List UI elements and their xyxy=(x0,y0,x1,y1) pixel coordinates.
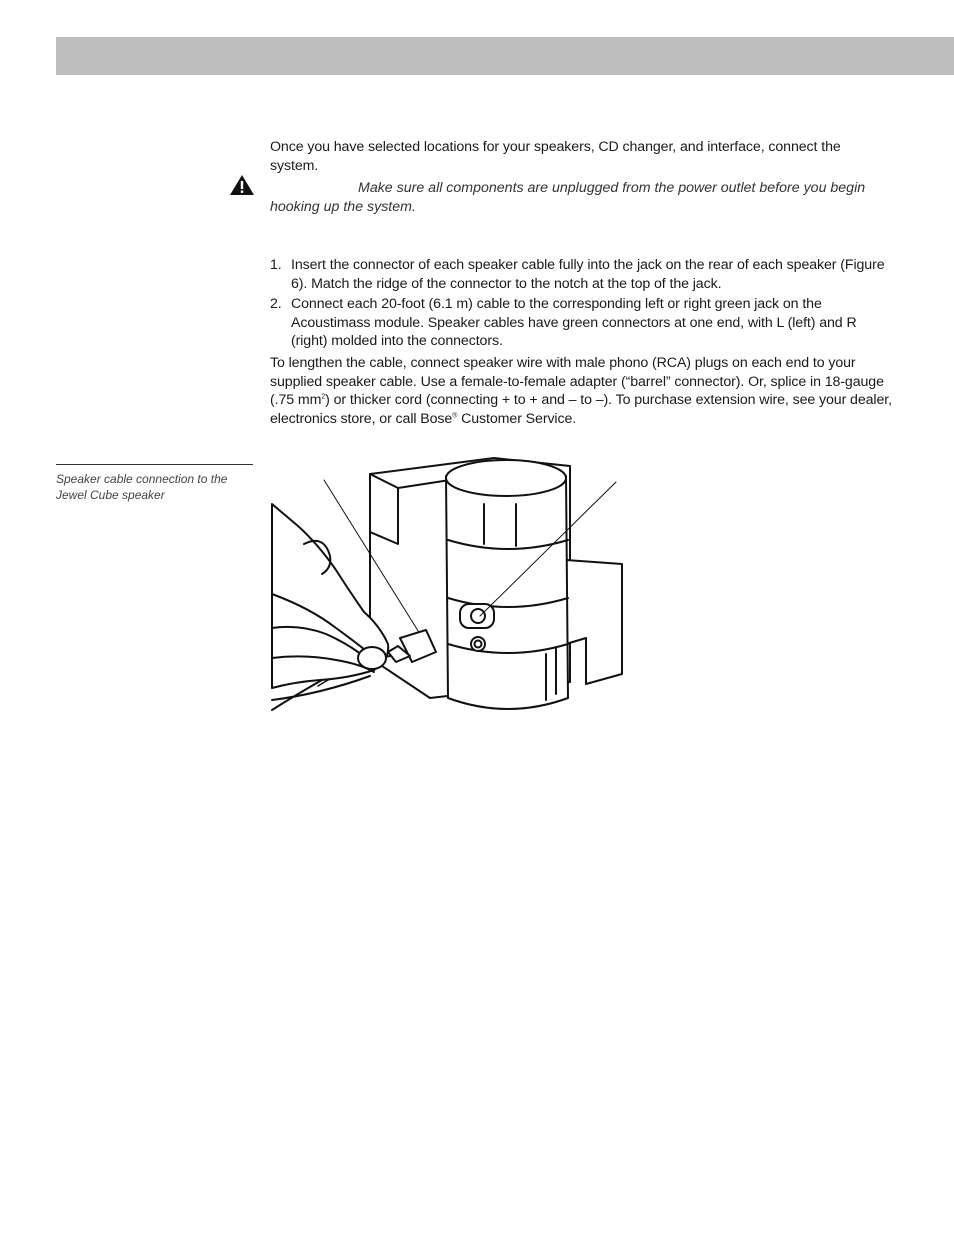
squared-superscript: 2 xyxy=(321,393,326,401)
warning-triangle-icon xyxy=(229,174,255,196)
lengthen-text-2: ) or thicker cord (connecting + to + and – to –). To purchase extension wire, see your dealer, electronics store, or call Bose xyxy=(270,392,892,427)
lengthen-text-3: Customer Service. xyxy=(457,410,577,427)
lengthen-paragraph xyxy=(270,354,892,428)
step-number: 2. xyxy=(270,296,282,312)
list-item xyxy=(270,256,892,293)
step-number: 1. xyxy=(270,257,282,273)
step-text: Connect each 20-foot (6.1 m) cable to the corresponding left or right green jack on the Acoustimass module. Speaker cables have green connectors at one end, with L (left) and R (right) molded into the connectors. xyxy=(291,296,857,349)
speaker-connection-illustration xyxy=(270,448,630,716)
list-item xyxy=(270,295,892,351)
speaker-jack xyxy=(471,609,485,623)
warning-text xyxy=(270,179,870,217)
warning-message: Make sure all components are unplugged from the power outlet before you begin hooking up the system. xyxy=(270,180,866,215)
caption-rule xyxy=(56,464,253,465)
speaker-bracket xyxy=(566,560,622,684)
intro-paragraph: Once you have selected locations for your speakers, CD changer, and interface, connect the system. xyxy=(270,139,841,174)
lengthen-text-1: To lengthen the cable, connect speaker wire with male phono (RCA) plugs on each end to your supplied speaker cable. Use a female-to-female adapter (“barrel” connector). Or, splice in 18-gauge (.75 mm xyxy=(270,355,884,408)
speaker-cylinder xyxy=(446,463,568,709)
figure-caption: Speaker cable connection to the Jewel Cube speaker xyxy=(56,472,228,502)
step-text: Insert the connector of each speaker cable fully into the jack on the rear of each speaker (Figure 6). Match the ridge of the connector to the notch at the top of the jack. xyxy=(291,257,885,292)
steps-list xyxy=(270,256,892,353)
header-bar xyxy=(56,37,954,75)
registered-mark: ® xyxy=(452,411,458,419)
